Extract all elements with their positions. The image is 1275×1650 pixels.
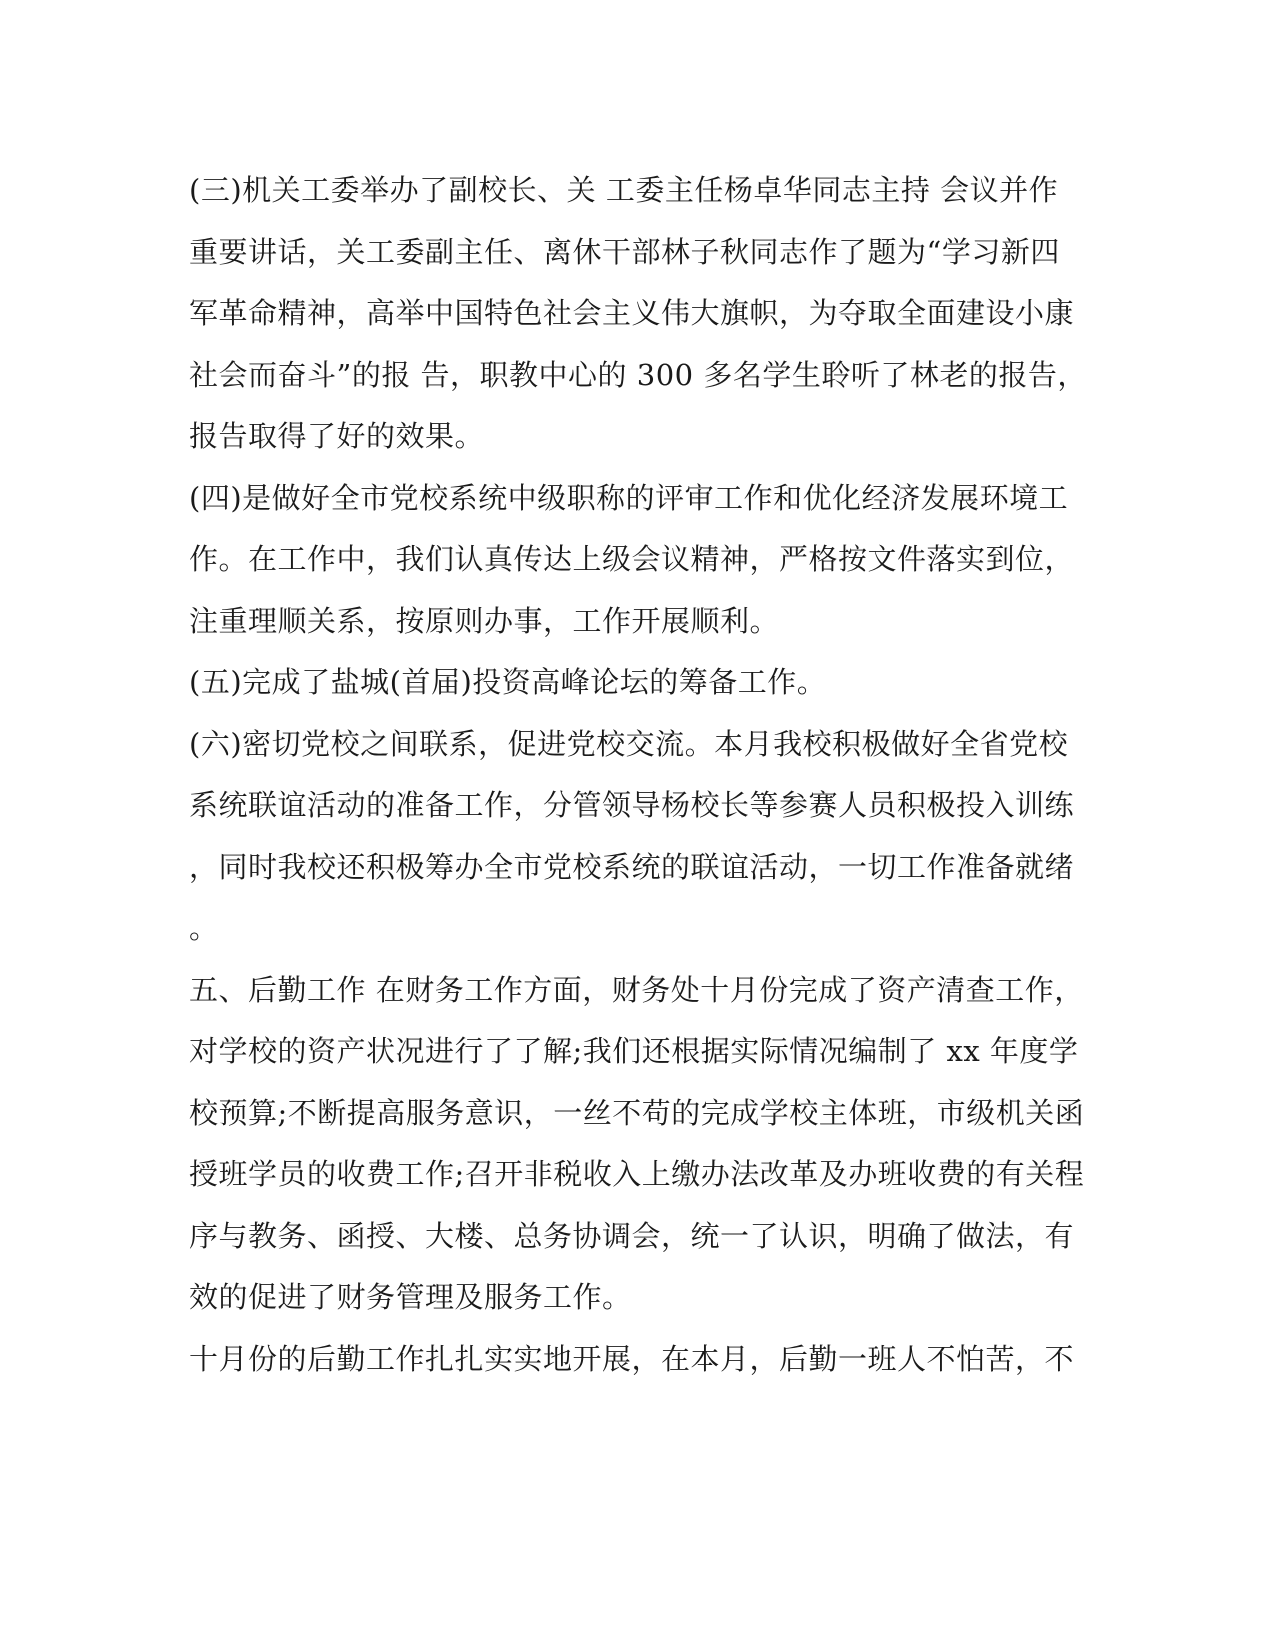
text-line-19: 效的促进了财务管理及服务工作。 <box>189 1280 632 1314</box>
text-line-4: 社会而奋斗”的报 告，职教中心的 300 多名学生聆听了林老的报告， <box>189 357 1087 392</box>
text-line-15: 对学校的资产状况进行了了解;我们还根据实际情况编制了 xx 年度学 <box>189 1034 1079 1068</box>
text-line-20: 十月份的后勤工作扎扎实实地开展，在本月，后勤一班人不怕苦，不 <box>189 1341 1075 1376</box>
text-line-18: 序与教务、函授、大楼、总务协调会，统一了认识，明确了做法，有 <box>189 1218 1075 1253</box>
text-line-12: ，同时我校还积极筹办全市党校系统的联谊活动，一切工作准备就绪 <box>189 849 1075 884</box>
text-line-7: 作。在工作中，我们认真传达上级会议精神，严格按文件落实到位， <box>189 542 1075 576</box>
text-line-3: 军革命精神，高举中国特色社会主义伟大旗帜，为夺取全面建设小康 <box>189 296 1075 330</box>
text-line-17: 授班学员的收费工作;召开非税收入上缴办法改革及办班收费的有关程 <box>189 1157 1085 1191</box>
document-body <box>189 160 1089 1390</box>
text-line-11: 系统联谊活动的准备工作，分管领导杨校长等参赛人员积极投入训练 <box>189 788 1075 822</box>
text-line-2: 重要讲话，关工委副主任、离休干部林子秋同志作了题为“学习新四 <box>189 234 1060 269</box>
text-line-13: 。 <box>189 911 219 945</box>
text-line-16: 校预算;不断提高服务意识，一丝不苟的完成学校主体班，市级机关函 <box>189 1095 1085 1130</box>
text-line-6: (四)是做好全市党校系统中级职称的评审工作和优化经济发展环境工 <box>189 480 1069 515</box>
text-line-10: (六)密切党校之间联系，促进党校交流。本月我校积极做好全省党校 <box>189 726 1069 761</box>
text-line-14: 五、后勤工作 在财务工作方面，财务处十月份完成了资产清查工作， <box>189 972 1084 1007</box>
text-line-8: 注重理顺关系，按原则办事，工作开展顺利。 <box>189 603 780 638</box>
text-line-9: (五)完成了盐城(首届)投资高峰论坛的筹备工作。 <box>189 665 827 699</box>
text-line-1: (三)机关工委举办了副校长、关 工委主任杨卓华同志主持 会议并作 <box>189 173 1059 207</box>
text-line-5: 报告取得了好的效果。 <box>189 419 485 453</box>
